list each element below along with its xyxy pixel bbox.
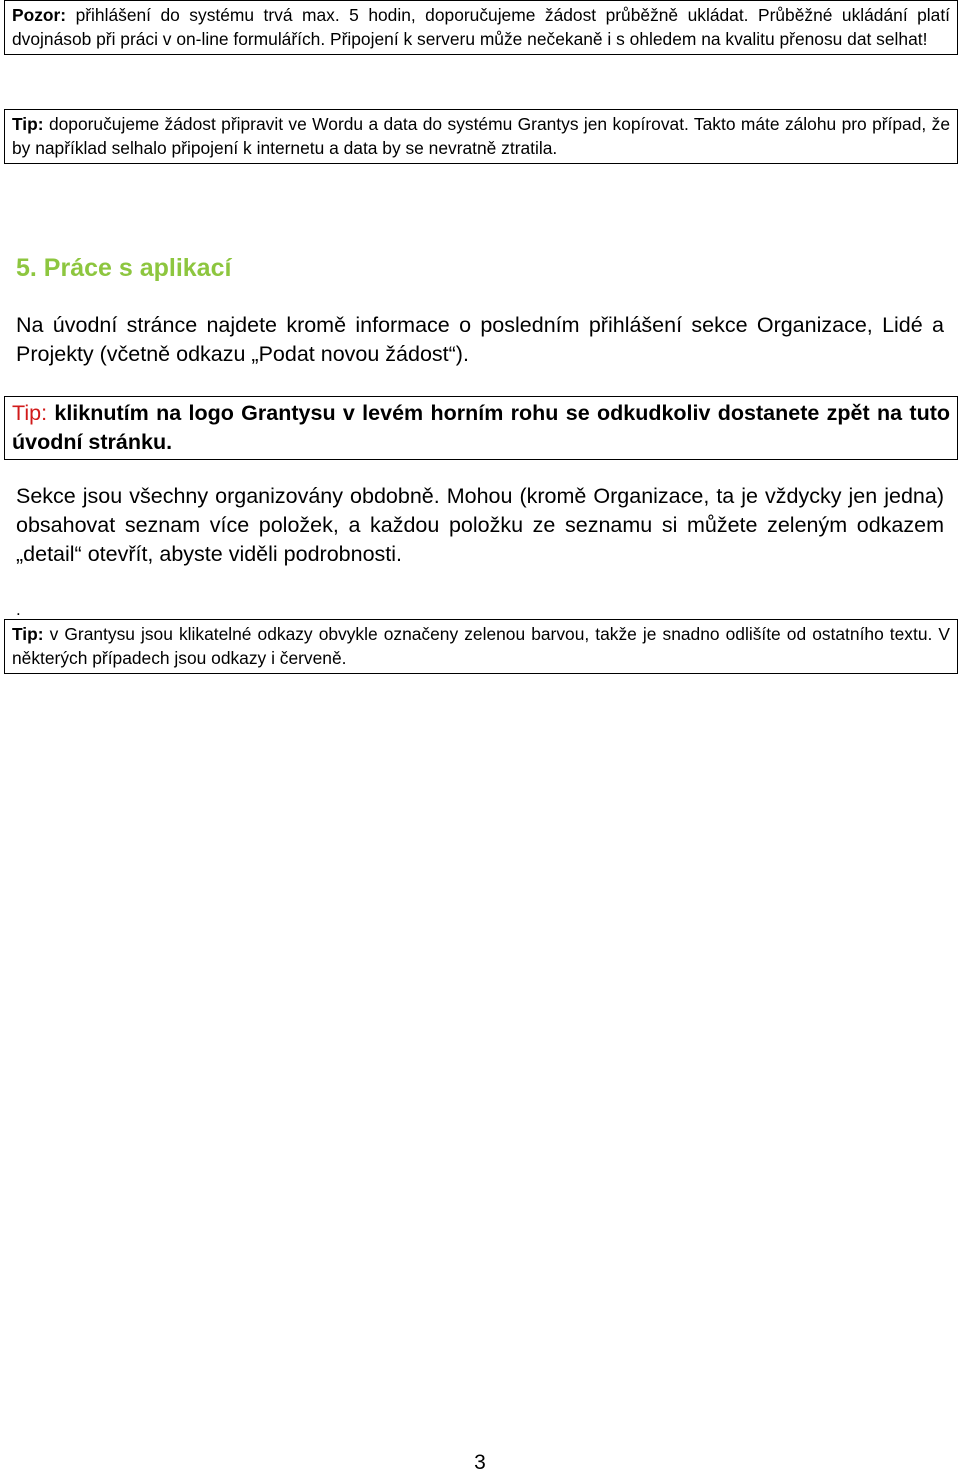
tip-links-label: Tip: [12, 624, 44, 644]
tip-logo-body: kliknutím na logo Grantysu v levém horním rohu se odkudkoliv dostanete zpět na tuto úvodní stránku. [12, 401, 950, 454]
separator-dot: . [16, 600, 21, 619]
tip-backup-box [4, 109, 958, 164]
tip-links-text [12, 622, 950, 670]
warning-note-box [4, 0, 958, 55]
tip-logo-text [12, 399, 950, 457]
tip-logo-label: Tip: [12, 401, 48, 425]
warning-note-text [12, 3, 950, 51]
tip-links-box [4, 619, 958, 674]
warning-note-body: přihlášení do systému trvá max. 5 hodin, doporučujeme žádost průběžně ukládat. Průběžné ukládání platí dvojnásob při práci v on-line formulářích. Připojení k serveru může nečekaně i s ohledem na kvalitu přenosu dat selhat! [12, 5, 950, 49]
tip-backup-label: Tip: [12, 114, 44, 134]
tip-links-body: v Grantysu jsou klikatelné odkazy obvykle označeny zelenou barvou, takže je snadno odlišíte od ostatního textu. V některých případech jsou odkazy i červeně. [12, 624, 950, 668]
warning-note-label: Pozor: [12, 5, 67, 25]
page-number: 3 [474, 1451, 486, 1474]
intro-paragraph: Na úvodní stránce najdete kromě informace o posledním přihlášení sekce Organizace, Lidé a Projekty (včetně odkazu „Podat novou žádost“). [16, 313, 944, 366]
tip-backup-text [12, 112, 950, 160]
tip-logo-box [4, 396, 958, 460]
sections-paragraph: Sekce jsou všechny organizovány obdobně. Mohou (kromě Organizace, ta je vždycky jen jedna) obsahovat seznam více položek, a každou položku ze seznamu si můžete zeleným odkazem „detail“ otevřít, abyste viděli podrobnosti. [16, 484, 944, 566]
tip-backup-body: doporučujeme žádost připravit ve Wordu a data do systému Grantys jen kopírovat. Takto máte zálohu pro případ, že by například selhalo připojení k internetu a data by se nevratně ztratila. [12, 114, 950, 158]
section-heading: 5. Práce s aplikací [16, 254, 232, 282]
